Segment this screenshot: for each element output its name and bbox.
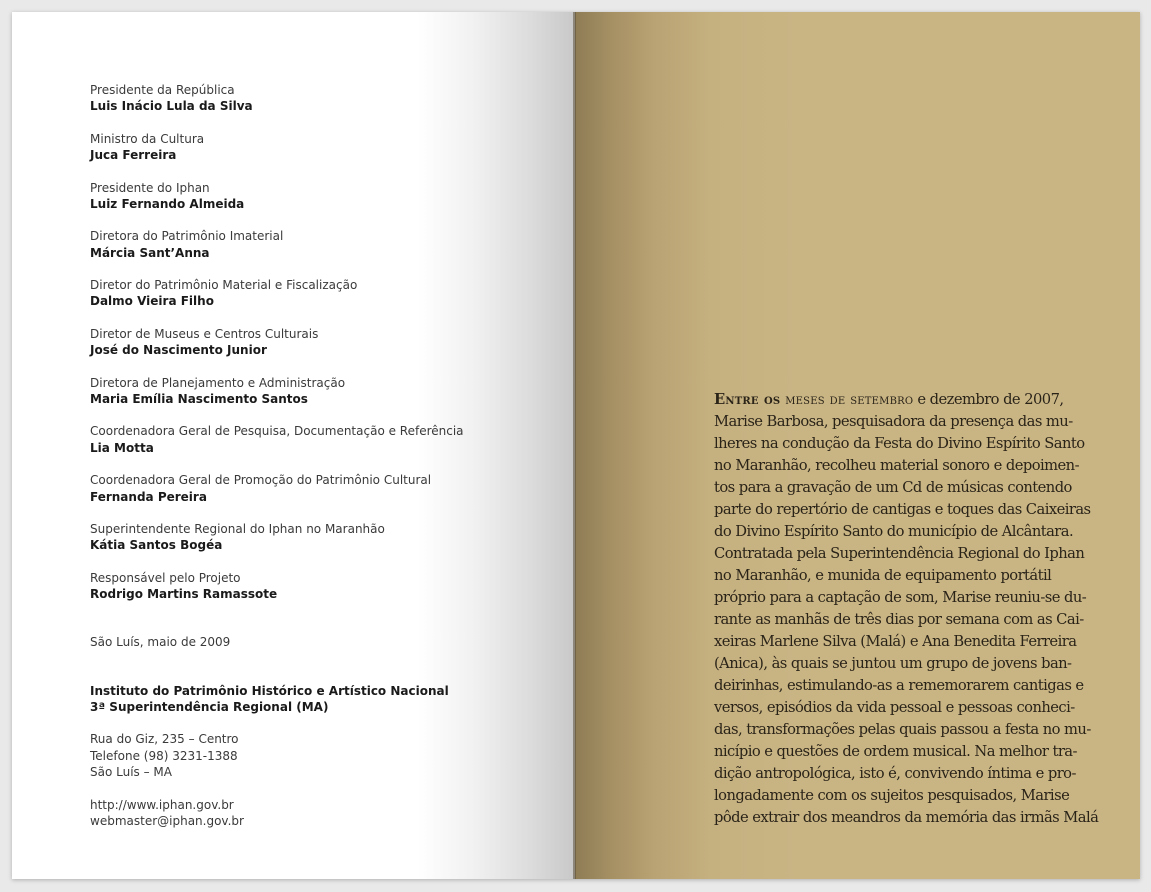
body-line: deirinhas, estimulando-as a rememorarem cantigas e xyxy=(714,677,1084,694)
credit-role: Presidente da República xyxy=(90,83,235,97)
credit-name: Dalmo Vieira Filho xyxy=(90,294,214,309)
body-line: do Divino Espírito Santo do município de Alcântara. xyxy=(714,523,1074,540)
credits-list xyxy=(90,82,560,829)
body-line: lheres na condução da Festa do Divino Espírito Santo xyxy=(714,435,1085,452)
credit-entry xyxy=(90,423,560,456)
credit-entry xyxy=(90,131,560,164)
body-line: nicípio e questões de ordem musical. Na melhor tra- xyxy=(714,743,1077,760)
body-line: das, transformações pelas quais passou a festa no mu- xyxy=(714,721,1091,738)
body-line: Contratada pela Superintendência Regional do Iphan xyxy=(714,545,1085,562)
institution-unit: 3ª Superintendência Regional (MA) xyxy=(90,700,329,714)
credit-entry xyxy=(90,326,560,359)
body-line: rante as manhãs de três dias por semana com as Cai- xyxy=(714,611,1084,628)
credit-entry xyxy=(90,570,560,603)
address-city: São Luís – MA xyxy=(90,765,172,780)
credit-name: José do Nascimento Junior xyxy=(90,343,267,358)
credit-role: Coordenadora Geral de Promoção do Patrimônio Cultural xyxy=(90,473,432,488)
credit-entry xyxy=(90,82,560,115)
first-line-rest: e dezembro de 2007, xyxy=(913,391,1064,408)
credit-role: Diretora de Planejamento e Administração xyxy=(90,375,346,390)
credit-role: Superintendente Regional do Iphan no Maranhão xyxy=(90,522,385,537)
address-block xyxy=(90,731,560,780)
right-page xyxy=(575,12,1140,879)
left-page xyxy=(12,12,575,879)
body-line: versos, episódios da vida pessoal e pessoas conheci- xyxy=(714,699,1075,716)
credit-role: Diretora do Patrimônio Imaterial xyxy=(90,229,284,244)
credit-name: Fernanda Pereira xyxy=(90,489,207,504)
institution-name: Instituto do Patrimônio Histórico e Artístico Nacional xyxy=(90,683,449,698)
website-link[interactable]: http://www.iphan.gov.br xyxy=(90,797,234,812)
body-line: xeiras Marlene Silva (Malá) e Ana Benedita Ferreira xyxy=(714,633,1077,650)
body-line: pôde extrair dos meandros da memória das irmãs Malá xyxy=(714,809,1099,826)
body-paragraph xyxy=(714,389,1099,829)
email-link[interactable]: webmaster@iphan.gov.br xyxy=(90,813,244,828)
credit-role: Responsável pelo Projeto xyxy=(90,570,241,585)
book-spread xyxy=(12,12,1140,879)
body-line: parte do repertório de cantigas e toques das Caixeiras xyxy=(714,501,1091,518)
credit-role: Presidente do Iphan xyxy=(90,180,210,195)
web-block xyxy=(90,797,560,830)
body-line: (Anica), às quais se juntou um grupo de jovens ban- xyxy=(714,655,1072,672)
body-line: próprio para a captação de som, Marise reuniu-se du- xyxy=(714,589,1087,606)
institution-block xyxy=(90,683,560,716)
credit-role: Ministro da Cultura xyxy=(90,131,205,146)
credit-entry xyxy=(90,228,560,261)
credit-name: Juca Ferreira xyxy=(90,148,177,163)
publication-date: São Luís, maio de 2009 xyxy=(90,635,231,650)
lead-in-rest: meses de setembro xyxy=(780,391,914,408)
credit-name: Maria Emília Nascimento Santos xyxy=(90,391,308,406)
body-line: tos para a gravação de um Cd de músicas contendo xyxy=(714,479,1072,496)
body-line: no Maranhão, recolheu material sonoro e depoimen- xyxy=(714,457,1079,474)
credit-role: Coordenadora Geral de Pesquisa, Documentação e Referência xyxy=(90,424,464,439)
credit-entry xyxy=(90,521,560,554)
address-street: Rua do Giz, 235 – Centro xyxy=(90,732,239,747)
credit-name: Márcia Sant’Anna xyxy=(90,245,210,260)
credit-role: Diretor de Museus e Centros Culturais xyxy=(90,326,319,341)
page-gutter xyxy=(573,12,576,879)
body-line: dição antropológica, isto é, convivendo íntima e pro- xyxy=(714,765,1076,782)
credit-entry xyxy=(90,180,560,213)
credit-name: Kátia Santos Bogéa xyxy=(90,538,223,553)
credit-entry xyxy=(90,472,560,505)
credit-entry xyxy=(90,375,560,408)
body-line: Marise Barbosa, pesquisadora da presença das mu- xyxy=(714,413,1073,430)
lead-in-strong: Entre os xyxy=(714,391,781,408)
body-line: longadamente com os sujeitos pesquisados, Marise xyxy=(714,787,1070,804)
body-line: no Maranhão, e munida de equipamento portátil xyxy=(714,567,1052,584)
credit-entry xyxy=(90,277,560,310)
credit-name: Luiz Fernando Almeida xyxy=(90,196,245,211)
credit-name: Rodrigo Martins Ramassote xyxy=(90,587,278,602)
credit-role: Diretor do Patrimônio Material e Fiscalização xyxy=(90,278,358,293)
address-phone: Telefone (98) 3231-1388 xyxy=(90,748,238,763)
credit-name: Luis Inácio Lula da Silva xyxy=(90,99,253,114)
credit-name: Lia Motta xyxy=(90,440,154,455)
body-first-line xyxy=(714,389,1073,411)
